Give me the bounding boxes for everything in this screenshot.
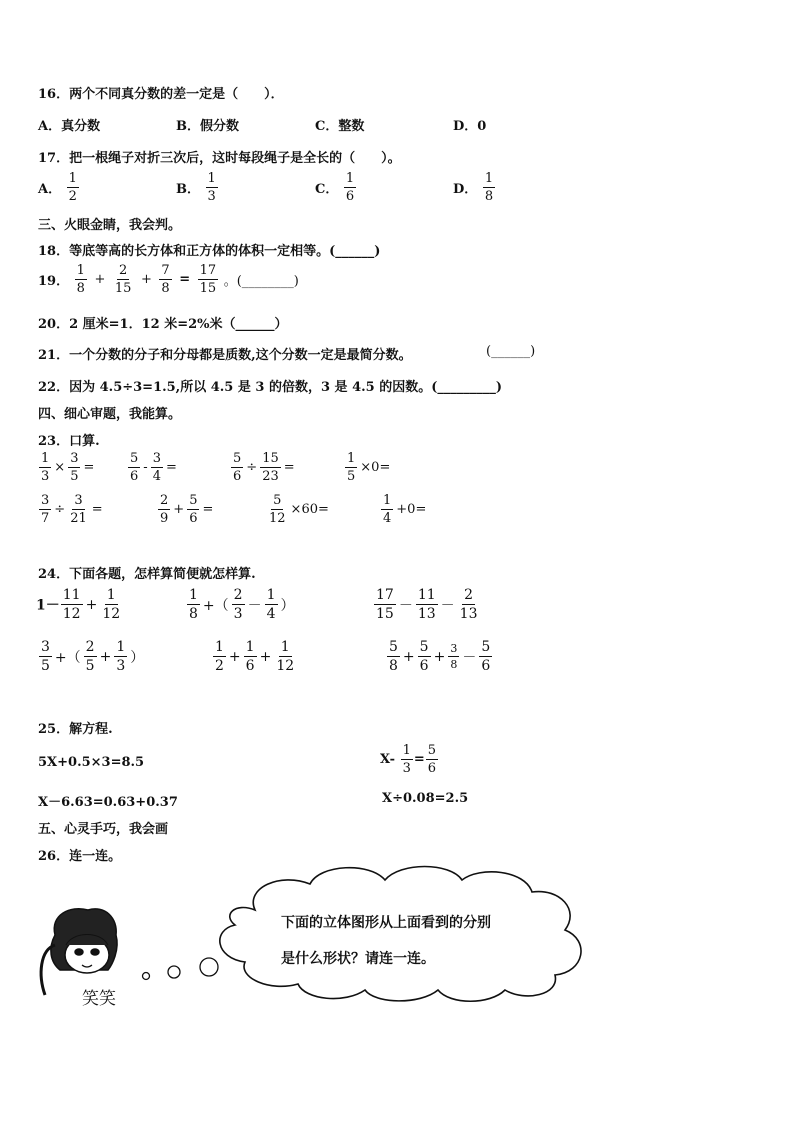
fraction: $\frac{1}{6}$ [345, 171, 355, 204]
q21-answer-blank: (______) [486, 344, 536, 359]
q16-option-b: B．假分数 [176, 119, 239, 134]
question-21: 21．一个分数的分子和分母都是质数,这个分数一定是最简分数。 [38, 348, 412, 363]
girl-character-icon [41, 909, 117, 995]
question-18: 18．等底等高的长方体和正方体的体积一定相等。(______) [38, 244, 381, 259]
q16-option-d: D．0 [453, 119, 487, 134]
question-26: 26．连一连。 [38, 849, 122, 864]
q23-item-6: $\frac{2}{9}$ + $\frac{5}{6}$ = [160, 493, 214, 526]
trail-bubble-large [200, 958, 218, 976]
fraction: $\frac{2}{15}$ [114, 263, 132, 296]
trail-bubble-medium [168, 966, 180, 978]
q23-item-5: $\frac{3}{7}$ ÷ $\frac{3}{21}$ = [41, 493, 103, 526]
q17-option-b: B． $\frac{1}{3}$ [176, 171, 216, 204]
q25-equation-2: X- $\frac{1}{3}$ = $\frac{5}{6}$ [380, 743, 437, 776]
thought-bubble-cloud [220, 867, 581, 1002]
question-24-title: 24．下面各题，怎样算简便就怎样算. [38, 567, 256, 582]
question-25-title: 25．解方程. [38, 722, 113, 737]
section-5-heading: 五、心灵手巧，我会画 [38, 822, 169, 837]
q17-option-d: D． $\frac{1}{8}$ [453, 171, 494, 204]
q24-item-3: $\frac{17}{15}$ － $\frac{11}{13}$ － $\frac{2}{13}$ [376, 587, 478, 622]
q17-option-a: A． $\frac{1}{2}$ [38, 171, 77, 204]
fraction: $\frac{1}{3}$ [207, 171, 216, 204]
question-16: 16．两个不同真分数的差一定是（ ）． [38, 87, 284, 102]
q24-item-5: $\frac{1}{2}$ + $\frac{1}{6}$ + $\frac{1}{12}$ [215, 639, 295, 674]
trail-bubble-small [143, 973, 150, 980]
section-4-heading: 四、细心审题，我能算。 [38, 407, 182, 422]
q24-item-4: $\frac{3}{5}$ +（ $\frac{2}{5}$ + $\frac{1}{3}$ ） [41, 639, 145, 674]
q17-option-c: C． $\frac{1}{6}$ [315, 171, 355, 204]
character-caption: 笑笑 [82, 989, 116, 1009]
q25-equation-4: X÷0.08=2.5 [382, 791, 469, 806]
fraction: $\frac{1}{2}$ [68, 171, 77, 204]
question-20: 20．2 厘米=1．12 米=2%米（______） [38, 317, 288, 332]
fraction: $\frac{1}{8}$ [76, 263, 85, 296]
q25-equation-1: 5X+0.5×3=8.5 [38, 755, 145, 770]
fraction: $\frac{1}{8}$ [484, 171, 494, 204]
q23-item-4: $\frac{1}{5}$ ×0= [347, 451, 391, 484]
fraction: $\frac{17}{15}$ [199, 263, 217, 296]
q25-equation-3: X－6.63=0.63+0.37 [38, 795, 178, 810]
q23-item-2: $\frac{5}{6}$ - $\frac{3}{4}$ = [130, 451, 177, 484]
q23-item-3: $\frac{5}{6}$ ÷ $\frac{15}{23}$ = [233, 451, 295, 484]
fraction: $\frac{7}{8}$ [161, 263, 170, 296]
q16-option-a: A．真分数 [38, 119, 101, 134]
bubble-text-line-2: 是什么形状？请连一连。 [281, 951, 435, 967]
section-3-heading: 三、火眼金睛，我会判。 [38, 218, 182, 233]
question-23-title: 23．口算. [38, 434, 100, 449]
q24-item-2: $\frac{1}{8}$ +（ $\frac{2}{3}$ － $\frac{1}{4}$ ） [189, 587, 295, 622]
q23-item-7: $\frac{5}{12}$ ×60= [269, 493, 329, 526]
q24-item-1: 1－ $\frac{11}{12}$ + $\frac{1}{12}$ [36, 587, 121, 622]
bubble-text-line-1: 下面的立体图形从上面看到的分别 [281, 915, 491, 931]
q24-item-6: $\frac{5}{8}$ + $\frac{5}{6}$ + $\frac{3}{8}$ － $\frac{5}{6}$ [389, 639, 491, 674]
q23-item-8: $\frac{1}{4}$ +0= [383, 493, 427, 526]
question-19: 19． $\frac{1}{8}$ + $\frac{2}{15}$ + $\frac{7}{8}$ = $\frac{17}{15}$ 。(________) [38, 263, 299, 296]
q23-item-1: $\frac{1}{3}$ × $\frac{3}{5}$ = [41, 451, 95, 484]
question-22: 22．因为 4.5÷3=1.5,所以 4.5 是 3 的倍数，3 是 4.5 的因数。(_________) [38, 380, 503, 395]
question-17: 17．把一根绳子对折三次后，这时每段绳子是全长的（ ）。 [38, 151, 401, 166]
q16-option-c: C．整数 [315, 119, 365, 134]
